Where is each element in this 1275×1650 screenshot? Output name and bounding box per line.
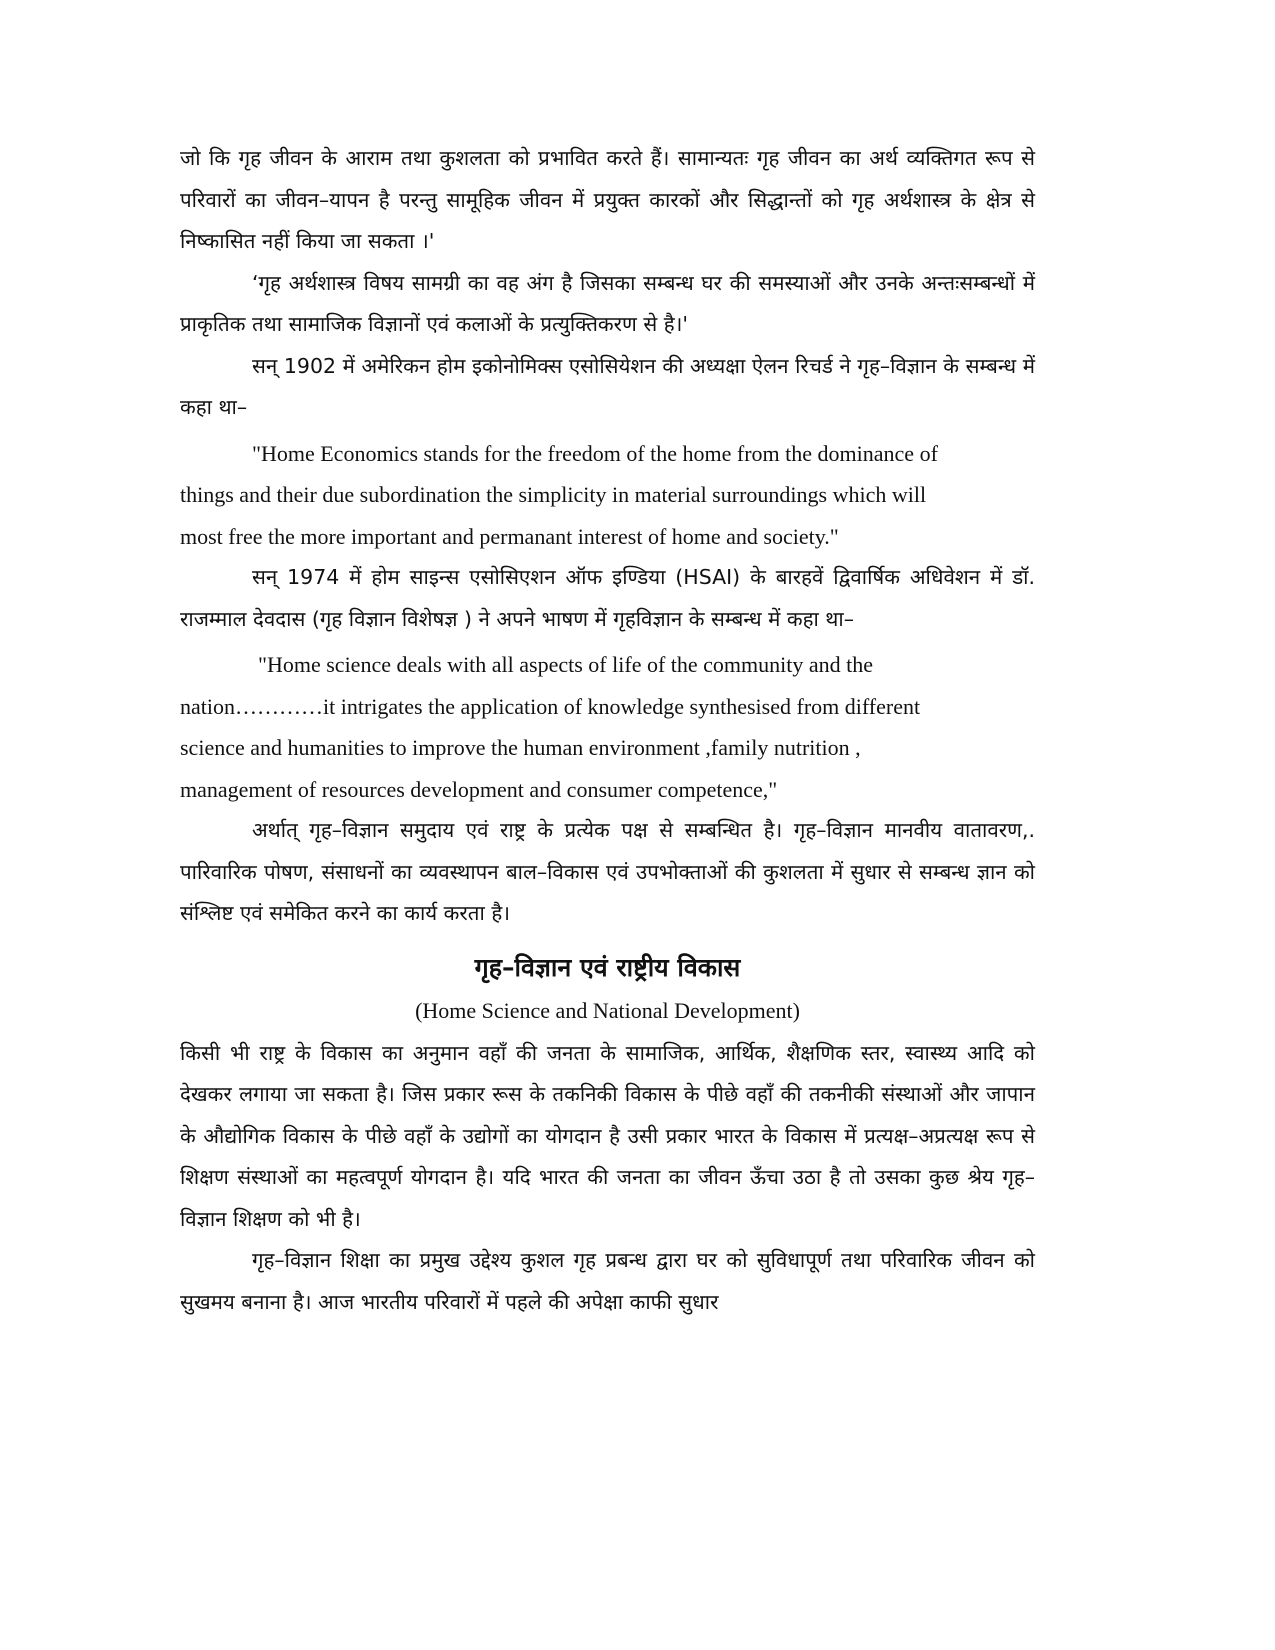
paragraph-home-life: जो कि गृह जीवन के आराम तथा कुशलता को प्रभावित करते हैं। सामान्यतः गृह जीवन का अर्थ व्यक्तिगत रूप से परिवारों का जीवन–यापन है परन्तु सामूहिक जीवन में प्रयुक्त कारकों और सिद्धान्तों को गृह अर्थशास्त्र के क्षेत्र से निष्कासित नहीं किया जा सकता ।' [180,146,1035,253]
quote-line: science and humanities to improve the human environment ,family nutrition , [180,735,861,760]
quote-line: "Home Economics stands for the freedom of the home from the dominance of [252,440,938,466]
document-page [180,138,1035,1323]
paragraph-1902-intro: सन् 1902 में अमेरिकन होम इकोनोमिक्स एसोसियेशन की अध्यक्षा ऐलन रिचर्ड ने गृह–विज्ञान के सम्बन्ध में कहा था– [180,353,1035,419]
quote-line: things and their due subordination the simplicity in material surroundings which will [180,482,927,507]
paragraph-1974-intro: सन् 1974 में होम साइन्स एसोसिएशन ऑफ इण्डिया (HSAI) के बारहवें द्विवार्षिक अधिवेशन में डॉ. राजम्माल देवदास (गृह विज्ञान विशेषज्ञ ) ने अपने भाषण में गृहविज्ञान के सम्बन्ध में कहा था– [180,565,1035,631]
paragraph-summary: अर्थात् गृह–विज्ञान समुदाय एवं राष्ट्र के प्रत्येक पक्ष से सम्बन्धित है। गृह–विज्ञान मानवीय वातावरण,. पारिवारिक पोषण, संसाधनों का व्यवस्थापन बाल–विकास एवं उपभोक्ताओं की कुशलता में सुधार से सम्बन्ध ज्ञान को संश्लिष्ट एवं समेकित करने का कार्य करता है। [180,818,1035,925]
section-heading: गृह–विज्ञान एवं राष्ट्रीय विकास [474,952,741,982]
quote-line: "Home science deals with all aspects of life of the community and the [258,652,874,677]
quote-line: management of resources development and consumer competence," [180,776,778,802]
quote-rajammal-devadas [180,644,1035,810]
paragraph-national-development: किसी भी राष्ट्र के विकास का अनुमान वहाँ की जनता के सामाजिक, आर्थिक, शैक्षणिक स्तर, स्वास्थ्य आदि को देखकर लगाया जा सकता है। जिस प्रकार रूस के तकनिकी विकास के पीछे वहाँ की तकनीकी संस्थाओं और जापान के औद्योगिक विकास के पीछे वहाँ के उद्योगों का योगदान है उसी प्रकार भारत के विकास में प्रत्यक्ष–अप्रत्यक्ष रूप से शिक्षण संस्थाओं का महत्वपूर्ण योगदान है। यदि भारत की जनता का जीवन ऊँचा उठा है तो उसका कुछ श्रेय गृह–विज्ञान शिक्षण को भी है। [180,1040,1035,1231]
quote-line: nation…………it intrigates the application of knowledge synthesised from different [180,693,921,719]
paragraph-definition: ‘गृह अर्थशास्त्र विषय सामग्री का वह अंग है जिसका सम्बन्ध घर की समस्याओं और उनके अन्तःसम्बन्धों में प्राकृतिक तथा सामाजिक विज्ञानों एवं कलाओं के प्रत्युक्तिकरण से है।' [180,270,1035,336]
paragraph-home-science-goal: गृह–विज्ञान शिक्षा का प्रमुख उद्देश्य कुशल गृह प्रबन्ध द्वारा घर को सुविधापूर्ण तथा परिवारिक जीवन को सुखमय बनाना है। आज भारतीय परिवारों में पहले की अपेक्षा काफी सुधार [180,1248,1035,1314]
quote-ellen-richards [180,433,1035,558]
section-subheading: (Home Science and National Development) [415,997,800,1023]
quote-line: most free the more important and permanant interest of home and society." [180,523,839,549]
